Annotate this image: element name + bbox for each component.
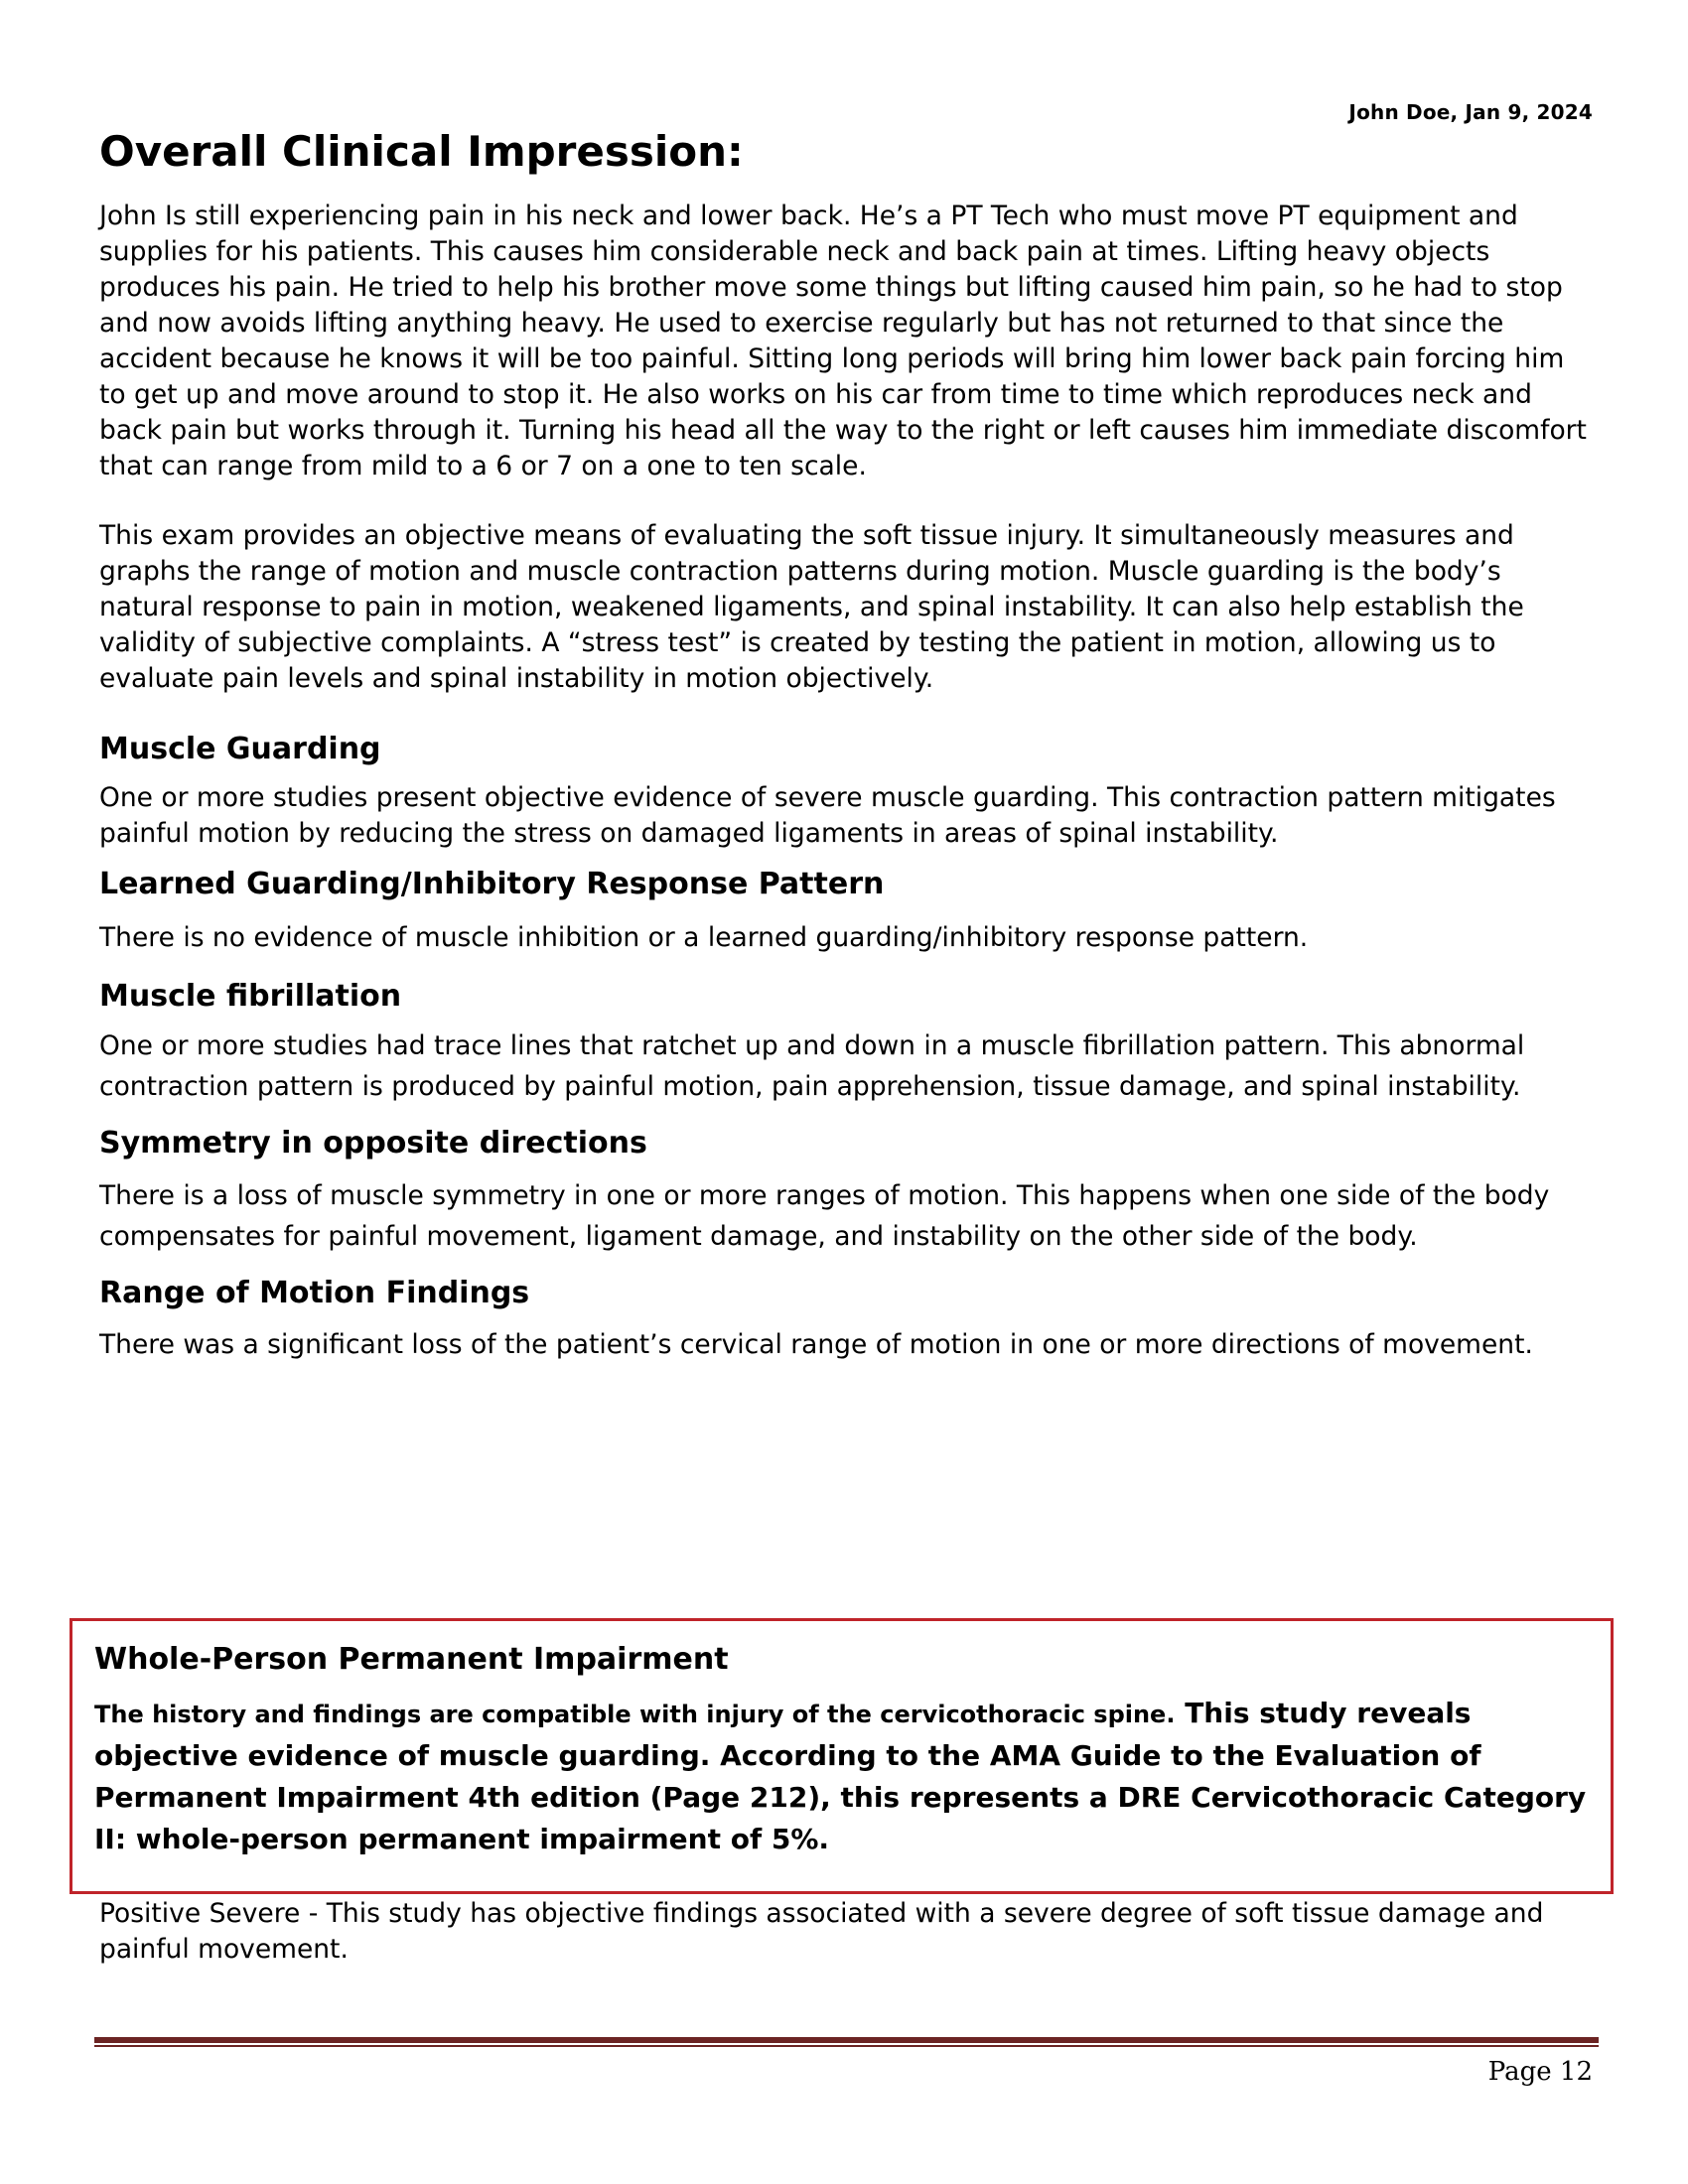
impairment-body: [94, 1693, 1593, 1860]
page-title: Overall Clinical Impression:: [99, 127, 744, 176]
section-body: There is no evidence of muscle inhibition or a learned guarding/inhibitory response pattern.: [99, 922, 1309, 954]
section-body: There was a significant loss of the patient’s cervical range of motion in one or more directions of movement.: [99, 1328, 1533, 1360]
section-muscle-guarding: [99, 731, 1599, 852]
impairment-detail: This study reveals objective evidence of muscle guarding. According to the AMA Guide to the Evaluation of Permanent Impairment 4th edition (Page 212), this represents a DRE Cervicothoracic Category II: whole-person permanent impairment of 5%.: [94, 1696, 1587, 1855]
section-heading: Muscle fibrillation: [99, 979, 402, 1015]
section-learned-guarding: [99, 866, 1599, 957]
main-content: [99, 127, 1599, 1365]
header-patient-date: John Doe, Jan 9, 2024: [1348, 100, 1593, 124]
section-symmetry: [99, 1125, 1599, 1258]
severity-note: Positive Severe - This study has objective findings associated with a severe degree of soft tissue damage and painful movement.: [99, 1898, 1544, 1965]
paragraph-exam-description: This exam provides an objective means of evaluating the soft tissue injury. It simultaneously measures and graphs the range of motion and muscle contraction patterns during motion. Muscle guarding is the body’s natural response to pain in motion, weakened ligaments, and spinal instability. It can also help establish the validity of subjective complaints. A “stress test” is created by testing the patient in motion, allowing us to evaluate pain levels and spinal instability in motion objectively.: [99, 520, 1524, 695]
footer-divider: [94, 2037, 1599, 2047]
section-body: One or more studies present objective evidence of severe muscle guarding. This contraction pattern mitigates painful motion by reducing the stress on damaged ligaments in areas of spinal instability.: [99, 781, 1556, 849]
impairment-summary-box: [70, 1618, 1614, 1894]
section-heading: Symmetry in opposite directions: [99, 1125, 647, 1160]
section-heading: Learned Guarding/Inhibitory Response Pattern: [99, 866, 885, 901]
impairment-lead: The history and findings are compatible with injury of the cervicothoracic spine.: [94, 1700, 1176, 1728]
section-muscle-fibrillation: [99, 978, 1599, 1107]
paragraph-clinical-history: John Is still experiencing pain in his neck and lower back. He’s a PT Tech who must move PT equipment and supplies for his patients. This causes him considerable neck and back pain at times. Lifting heavy objects produces his pain. He tried to help his brother move some things but lifting caused him pain, so he had to stop and now avoids lifting anything heavy. He used to exercise regularly but has not returned to that since the accident because he knows it will be too painful. Sitting long periods will bring him lower back pain forcing him to get up and move around to stop it. He also works on his car from time to time which reproduces neck and back pain but works through it. Turning his head all the way to the right or left causes him immediate discomfort that can range from mild to a 6 or 7 on a one to ten scale.: [99, 201, 1587, 482]
page-number: Page 12: [1487, 2057, 1593, 2087]
section-heading: Range of Motion Findings: [99, 1276, 530, 1311]
section-heading: Muscle Guarding: [99, 732, 381, 767]
section-range-of-motion: [99, 1275, 1599, 1365]
section-body: One or more studies had trace lines that ratchet up and down in a muscle fibrillation pattern. This abnormal contraction pattern is produced by painful motion, pain apprehension, tissue damage, and spinal instability.: [99, 1029, 1525, 1102]
impairment-heading: Whole-Person Permanent Impairment: [94, 1642, 729, 1677]
section-body: There is a loss of muscle symmetry in one or more ranges of motion. This happens when one side of the body compensates for painful movement, ligament damage, and instability on the other side of the body.: [99, 1180, 1550, 1253]
